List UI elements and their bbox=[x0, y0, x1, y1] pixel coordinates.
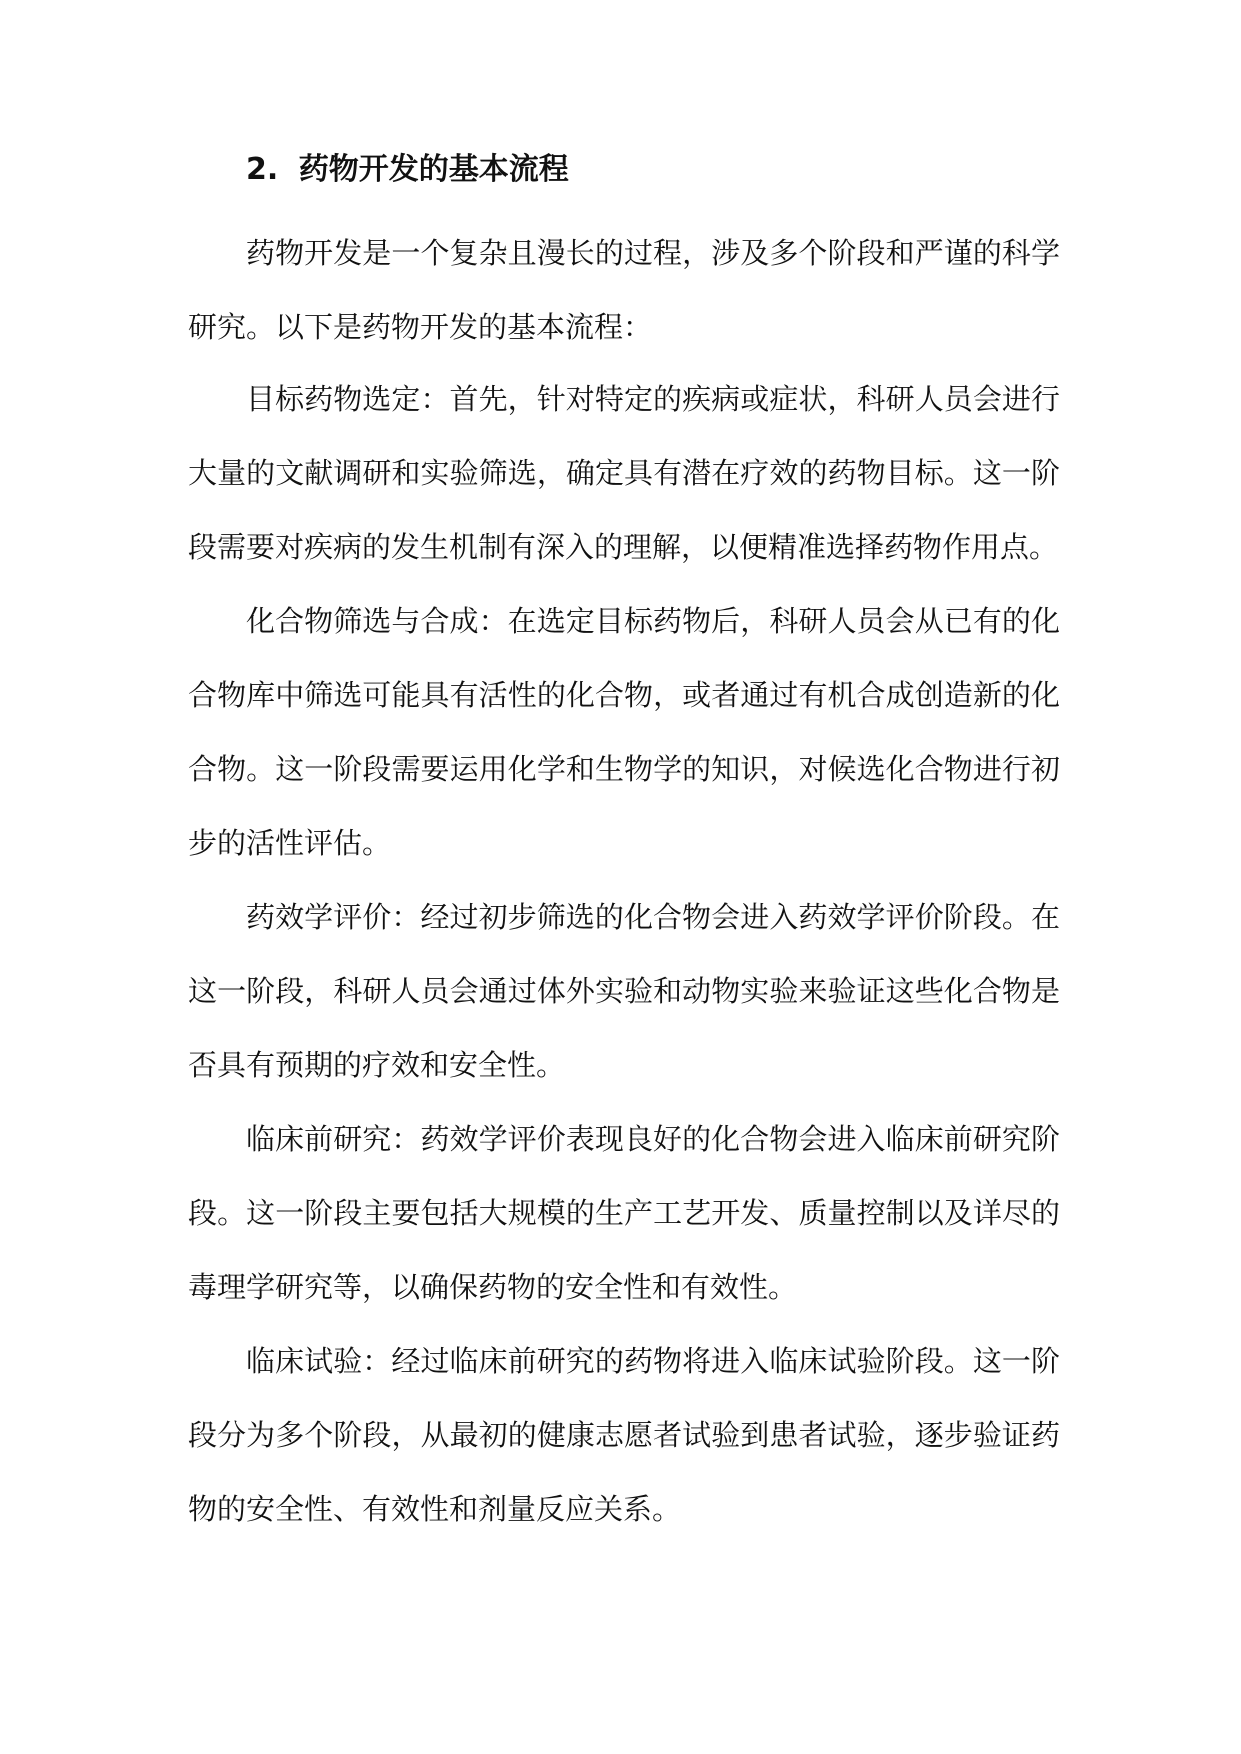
paragraph-clinical-trials: 临床试验：经过临床前研究的药物将进入临床试验阶段。这一阶段分为多个阶段，从最初的健康志愿者试验到患者试验，逐步验证药物的安全性、有效性和剂量反应关系。 bbox=[188, 1344, 1060, 1526]
paragraph-preclinical: 临床前研究：药效学评价表现良好的化合物会进入临床前研究阶段。这一阶段主要包括大规模的生产工艺开发、质量控制以及详尽的毒理学研究等，以确保药物的安全性和有效性。 bbox=[188, 1122, 1060, 1304]
paragraph-pharmacodynamics: 药效学评价：经过初步筛选的化合物会进入药效学评价阶段。在这一阶段，科研人员会通过体外实验和动物实验来验证这些化合物是否具有预期的疗效和安全性。 bbox=[188, 900, 1060, 1082]
section-heading bbox=[246, 148, 569, 192]
section-title: 药物开发的基本流程 bbox=[298, 152, 569, 187]
paragraph-intro: 药物开发是一个复杂且漫长的过程，涉及多个阶段和严谨的科学研究。以下是药物开发的基本流程： bbox=[188, 236, 1060, 344]
paragraph-compound-screening: 化合物筛选与合成：在选定目标药物后，科研人员会从已有的化合物库中筛选可能具有活性的化合物，或者通过有机合成创造新的化合物。这一阶段需要运用化学和生物学的知识，对候选化合物进行初步的活性评估。 bbox=[188, 604, 1060, 860]
paragraph-target-selection: 目标药物选定：首先，针对特定的疾病或症状，科研人员会进行大量的文献调研和实验筛选，确定具有潜在疗效的药物目标。这一阶段需要对疾病的发生机制有深入的理解，以便精准选择药物作用点。 bbox=[188, 382, 1060, 564]
section-number: 2. bbox=[246, 152, 279, 187]
